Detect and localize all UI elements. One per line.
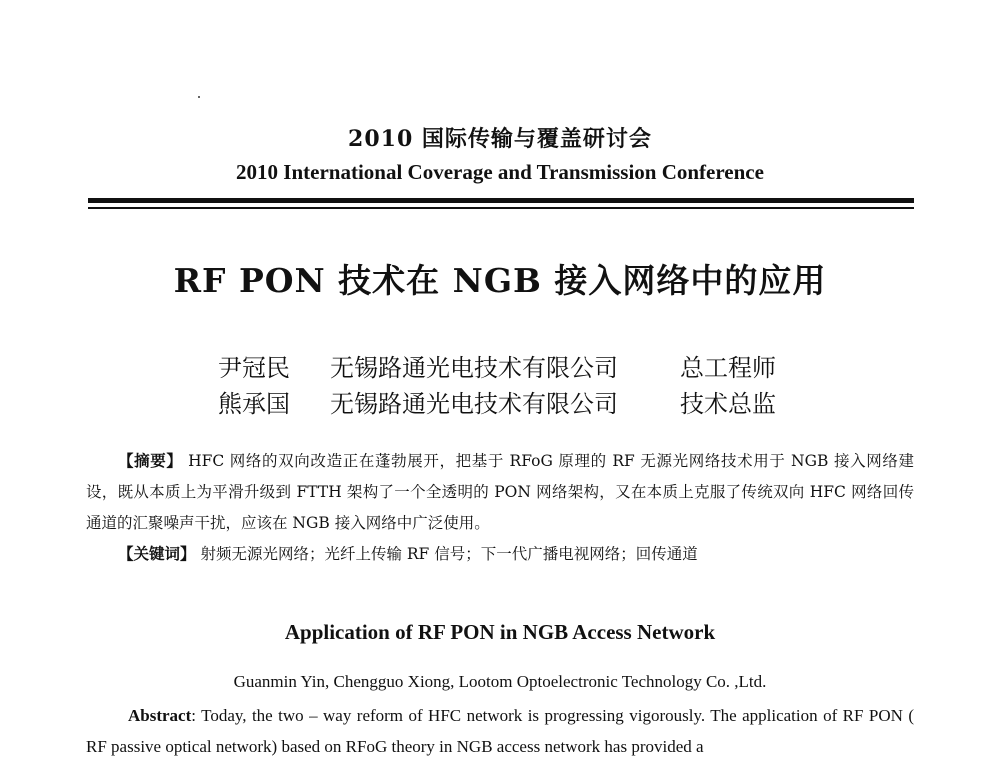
paper-title-en: Application of RF PON in NGB Access Network <box>284 620 716 644</box>
author-block-cn <box>218 350 776 422</box>
abstract-cn <box>86 446 914 539</box>
keywords-cn-text: 射频无源光网络；光纤上传输 RF 信号；下一代广播电视网络；回传通道 <box>200 545 698 563</box>
abstract-en-text: Today, the two – way reform of HFC network is progressing vigorously. The application of RF PON ( RF passive optical network) based on RFoG theory in NGB access network has provided a <box>86 706 914 756</box>
header-rule-thin <box>88 207 914 209</box>
author-name: 熊承国 <box>218 390 290 418</box>
abstract-cn-text: HFC 网络的双向改造正在蓬勃展开，把基于 RFoG 原理的 RF 无源光网络技术用于 NGB 接入网络建设，既从本质上为平滑升级到 FTTH 架构了一个全透明的 PON 网络架构，又在本质上克服了传统双向 HFC 网络回传通道的汇聚噪声干扰，应该在 NGB 接入网络中广泛使用。 <box>86 452 914 532</box>
author-line <box>218 350 776 386</box>
abstract-cn-label: 【摘要】 <box>118 452 183 470</box>
author-role: 总工程师 <box>680 354 776 382</box>
abstract-en-label: Abstract <box>128 706 192 725</box>
author-affiliation: 无锡路通光电技术有限公司 <box>330 390 618 418</box>
abstract-en <box>86 700 914 762</box>
author-line <box>218 386 776 422</box>
author-affiliation: 无锡路通光电技术有限公司 <box>330 354 618 382</box>
keywords-cn <box>86 539 914 570</box>
authors-en: Guanmin Yin, Chengguo Xiong, Lootom Optoelectronic Technology Co. ,Ltd. <box>233 672 767 691</box>
abstract-en-sep: : <box>191 706 202 725</box>
conference-title-en: 2010 International Coverage and Transmission Conference <box>236 160 764 184</box>
author-name: 尹冠民 <box>218 354 290 382</box>
scan-speck <box>198 96 200 98</box>
header-rule-thick <box>88 198 914 203</box>
conference-title-cn: 2010 国际传输与覆盖研讨会 <box>348 126 652 152</box>
abstract-cn-block <box>86 446 914 570</box>
author-role: 技术总监 <box>680 390 776 418</box>
keywords-cn-label: 【关键词】 <box>118 545 196 563</box>
paper-title-cn: RF PON 技术在 NGB 接入网络中的应用 <box>173 261 827 300</box>
